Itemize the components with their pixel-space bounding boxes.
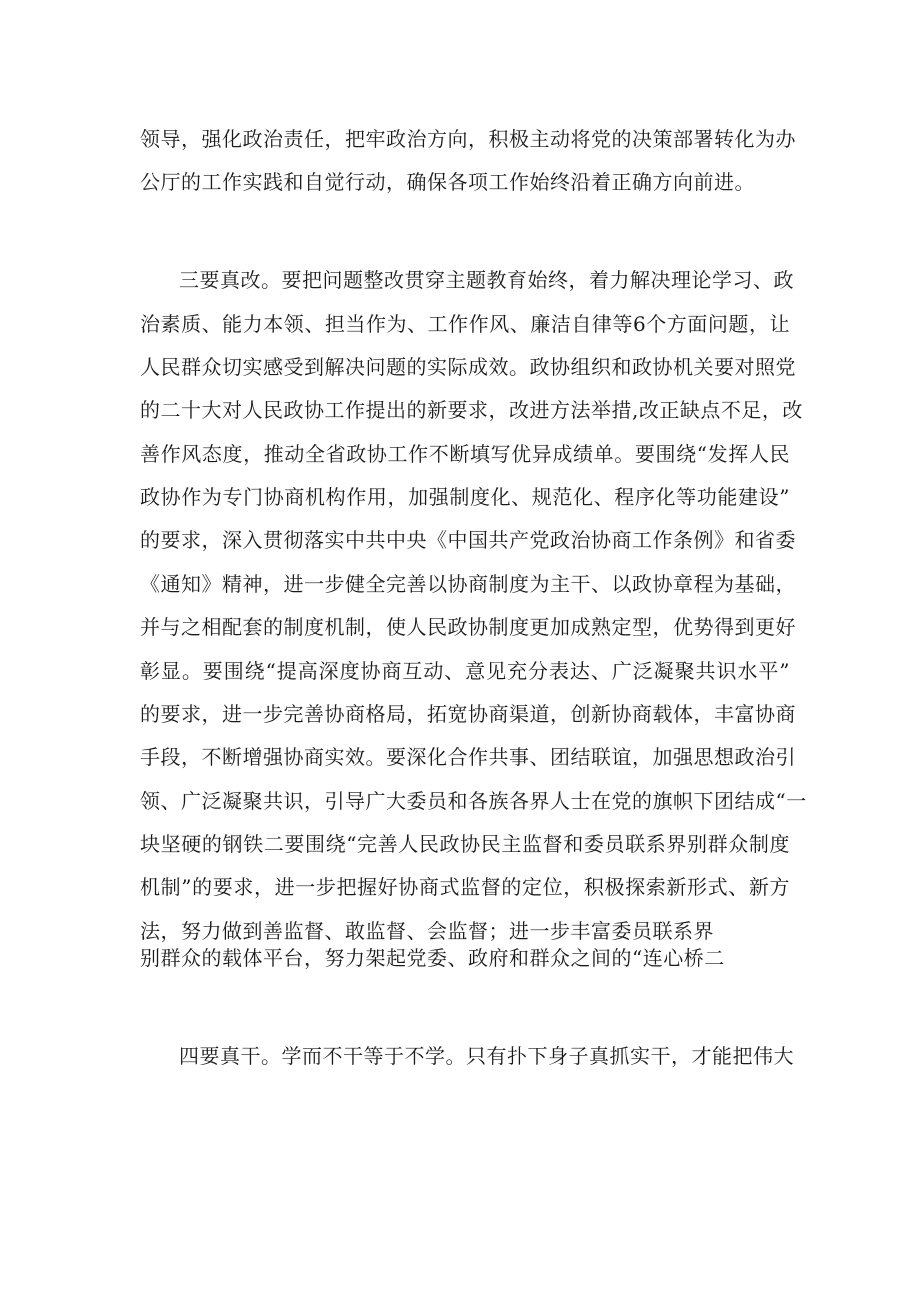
paragraph-line: 机制”的要求，进一步把握好协商式监督的定位，积极探索新形式、新方 [140,875,790,899]
paragraph-line: 治素质、能力本领、担当作为、工作作风、廉洁自律等6个方面问题，让 [140,312,790,336]
paragraph-line: 法，努力做到善监督、敢监督、会监督；进一步丰富委员联系界 [140,919,714,943]
paragraph-line: 的要求，深入贯彻落实中共中央《中国共产党政治协商工作条例》和省委 [140,528,796,552]
paragraph-line: 《通知》精神，进一步健全完善以协商制度为主干、以政协章程为基础， [140,572,796,596]
paragraph-line: 政协作为专门协商机构作用，加强制度化、规范化、程序化等功能建设” [140,485,790,509]
paragraph-line: 手段，不断增强协商实效。要深化合作共事、团结联谊，加强思想政治引 [140,745,796,769]
paragraph-line: 的要求，进一步完善协商格局，拓宽协商渠道，创新协商载体，丰富协商 [140,702,796,726]
paragraph-line: 别群众的载体平台，努力架起党委、政府和群众之间的“连心桥二 [140,946,725,970]
paragraph-line: 的二十大对人民政协工作提出的新要求，改进方法举措,改正缺点不足，改 [140,398,803,422]
paragraph-line: 领、广泛凝聚共识，引导广大委员和各族各界人士在党的旗帜下团结成“一 [140,789,807,813]
paragraph-line: 彰显。要围绕“提高深度协商互动、意见充分表达、广泛凝聚共识水平” [140,659,790,683]
paragraph-line: 四要真干。学而不干等于不学。只有扑下身子真抓实干，才能把伟大 [179,1044,794,1068]
paragraph-line: 善作风态度，推动全省政协工作不断填写优异成绩单。要围绕“发挥人民 [140,442,790,466]
paragraph-line: 三要真改。要把问题整改贯穿主题教育始终，着力解决理论学习、政 [179,268,794,292]
paragraph-line: 公厅的工作实践和自觉行动，确保各项工作始终沿着正确方向前进。 [140,170,755,194]
paragraph-line: 领导，强化政治责任，把牢政治方向，积极主动将党的决策部署转化为办 [140,127,796,151]
paragraph-line: 人民群众切实感受到解决问题的实际成效。政协组织和政协机关要对照党 [140,355,796,379]
paragraph-line: 块坚硬的钢铁二要围绕“完善人民政协民主监督和委员联系界别群众制度 [140,832,790,856]
paragraph-line: 并与之相配套的制度机制，使人民政协制度更加成熟定型，优势得到更好 [140,615,796,639]
